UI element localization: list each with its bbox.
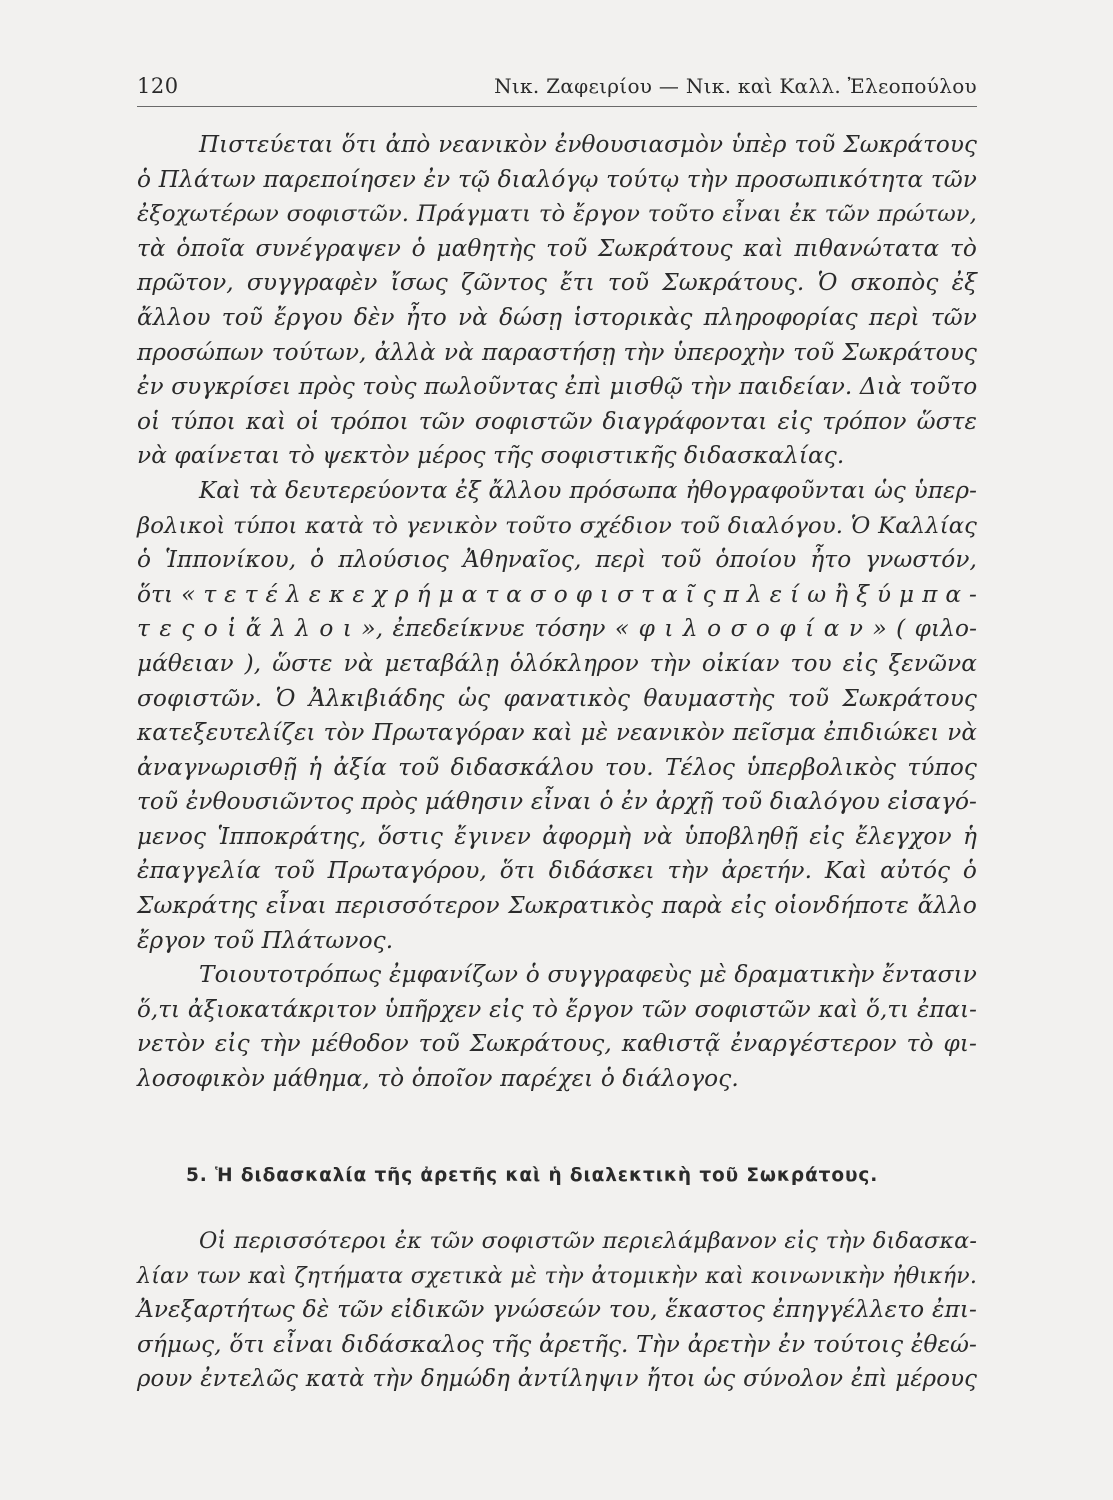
section-heading: 5. Ἡ διδασκαλία τῆς ἀρετῆς καὶ ἡ διαλεκτικὴ τοῦ Σωκράτους. [186, 1165, 879, 1186]
text-line: λοσοφικὸν μάθημα, τὸ ὁποῖον παρέχει ὁ διάλογος. [137, 1065, 739, 1093]
text-line: σοφιστῶν. Ὁ Ἀλκιβιάδης ὡς φανατικὸς θαυμαστὴς τοῦ Σωκράτους [137, 684, 977, 712]
text-line: κατεξευτελίζει τὸν Πρωταγόραν καὶ μὲ νεανικὸν πεῖσμα ἐπιδιώκει νὰ [137, 720, 977, 747]
text-line: προσώπων τούτων, ἀλλὰ νὰ παραστήσῃ τὴν ὑπεροχὴν τοῦ Σωκράτους [137, 338, 977, 366]
text-line: Οἱ περισσότεροι ἐκ τῶν σοφιστῶν περιελάμβανον εἰς τὴν διδασκα- [199, 1228, 977, 1254]
text-block-1 [137, 128, 977, 1097]
text-line: νὰ φαίνεται τὸ ψεκτὸν μέρος τῆς σοφιστικῆς διδασκαλίας. [137, 442, 845, 470]
text-line: Καὶ τὰ δευτερεύοντα ἐξ ἄλλου πρόσωπα ἠθογραφοῦνται ὡς ὑπερ- [199, 477, 977, 504]
text-line: πρῶτον, συγγραφὲν ἴσως ζῶντος ἔτι τοῦ Σωκράτους. Ὁ σκοπὸς ἐξ [137, 269, 977, 297]
page-number: 120 [137, 74, 179, 98]
text-block-2 [137, 1224, 977, 1397]
text-line: τὰ ὁποῖα συνέγραψεν ὁ μαθητὴς τοῦ Σωκράτους καὶ πιθανώτατα τὸ [137, 234, 977, 262]
text-line: τοῦ ἐνθουσιῶντος πρὸς μάθησιν εἶναι ὁ ἐν ἀρχῇ τοῦ διαλόγου εἰσαγό- [137, 788, 977, 816]
text-line: τ ε ς ο ἱ ἄ λ λ ο ι », ἐπεδείκνυε τόσην « φ ι λ ο σ ο φ ί α ν » ( φιλο- [137, 615, 977, 643]
text-line: Ἀνεξαρτήτως δὲ τῶν εἰδικῶν γνώσεών του, ἕκαστος ἐπηγγέλλετο ἐπι- [137, 1296, 977, 1324]
text-line: νετὸν εἰς τὴν μέθοδον τοῦ Σωκράτους, καθιστᾷ ἐναργέστερον τὸ φι- [137, 1030, 977, 1058]
text-line: ἐν συγκρίσει πρὸς τοὺς πωλοῦντας ἐπὶ μισθῷ τὴν παιδείαν. Διὰ τοῦτο [137, 373, 978, 401]
text-line: σήμως, ὅτι εἶναι διδάσκαλος τῆς ἀρετῆς. Τὴν ἀρετὴν ἐν τούτοις ἐθεώ- [137, 1330, 977, 1358]
text-line: Τοιουτοτρόπως ἐμφανίζων ὁ συγγραφεὺς μὲ δραματικὴν ἔντασιν [199, 961, 977, 989]
text-line: ρουν ἐντελῶς κατὰ τὴν δημώδη ἀντίληψιν ἤτοι ὡς σύνολον ἐπὶ μέρους [137, 1366, 977, 1393]
text-line: ὁ Πλάτων παρεποίησεν ἐν τῷ διαλόγῳ τούτῳ τὴν προσωπικότητα τῶν [137, 165, 977, 193]
text-line: ἐπαγγελία τοῦ Πρωταγόρου, ὅτι διδάσκει τὴν ἀρετήν. Καὶ αὐτός ὁ [137, 857, 977, 885]
text-line: ἔργον τοῦ Πλάτωνος. [137, 926, 394, 954]
text-line: ὁ Ἱππονίκου, ὁ πλούσιος Ἀθηναῖος, περὶ τοῦ ὁποίου ἦτο γνωστόν, [137, 546, 977, 574]
text-line: οἱ τύποι καὶ οἱ τρόποι τῶν σοφιστῶν διαγράφονται εἰς τρόπον ὥστε [137, 407, 977, 435]
text-line: ἐξοχωτέρων σοφιστῶν. Πράγματι τὸ ἔργον τοῦτο εἶναι ἐκ τῶν πρώτων, [137, 201, 977, 228]
text-line: Πιστεύεται ὅτι ἀπὸ νεανικὸν ἐνθουσιασμὸν ὑπὲρ τοῦ Σωκράτους [199, 132, 977, 158]
text-line: ὅτι « τ ε τ έ λ ε κ ε χ ρ ή μ α τ α σ ο φ ι σ τ α ῖ ς π λ ε ί ω ἢ ξ ύ μ π α - [137, 580, 977, 608]
text-line: ἀναγνωρισθῇ ἡ ἀξία τοῦ διδασκάλου του. Τέλος ὑπερβολικὸς τύπος [137, 753, 977, 781]
text-line: ἄλλου τοῦ ἔργου δὲν ἦτο νὰ δώσῃ ἱστορικὰς πληροφορίας περὶ τῶν [137, 303, 977, 331]
text-line: ὅ,τι ἀξιοκατάκριτον ὑπῆρχεν εἰς τὸ ἔργον τῶν σοφιστῶν καὶ ὅ,τι ἐπαι- [137, 996, 977, 1023]
page-header [137, 72, 977, 107]
text-line: μάθειαν ), ὥστε νὰ μεταβάλῃ ὁλόκληρον τὴν οἰκίαν του εἰς ξενῶνα [137, 649, 977, 677]
text-line: βολικοὶ τύποι κατὰ τὸ γενικὸν τοῦτο σχέδιον τοῦ διαλόγου. Ὁ Καλλίας [137, 512, 977, 539]
text-line: μενος Ἱπποκράτης, ὅστις ἔγινεν ἀφορμὴ νὰ ὑποβληθῇ εἰς ἔλεγχον ἡ [137, 822, 977, 850]
running-head: Νικ. Ζαφειρίου — Νικ. καὶ Καλλ. Ἐλεοπούλου [494, 74, 977, 98]
text-line: λίαν των καὶ ζητήματα σχετικὰ μὲ τὴν ἀτομικὴν καὶ κοινωνικὴν ἠθικήν. [137, 1262, 977, 1289]
text-line: Σωκράτης εἶναι περισσότερον Σωκρατικὸς παρὰ εἰς οἱονδήποτε ἄλλο [137, 892, 977, 920]
